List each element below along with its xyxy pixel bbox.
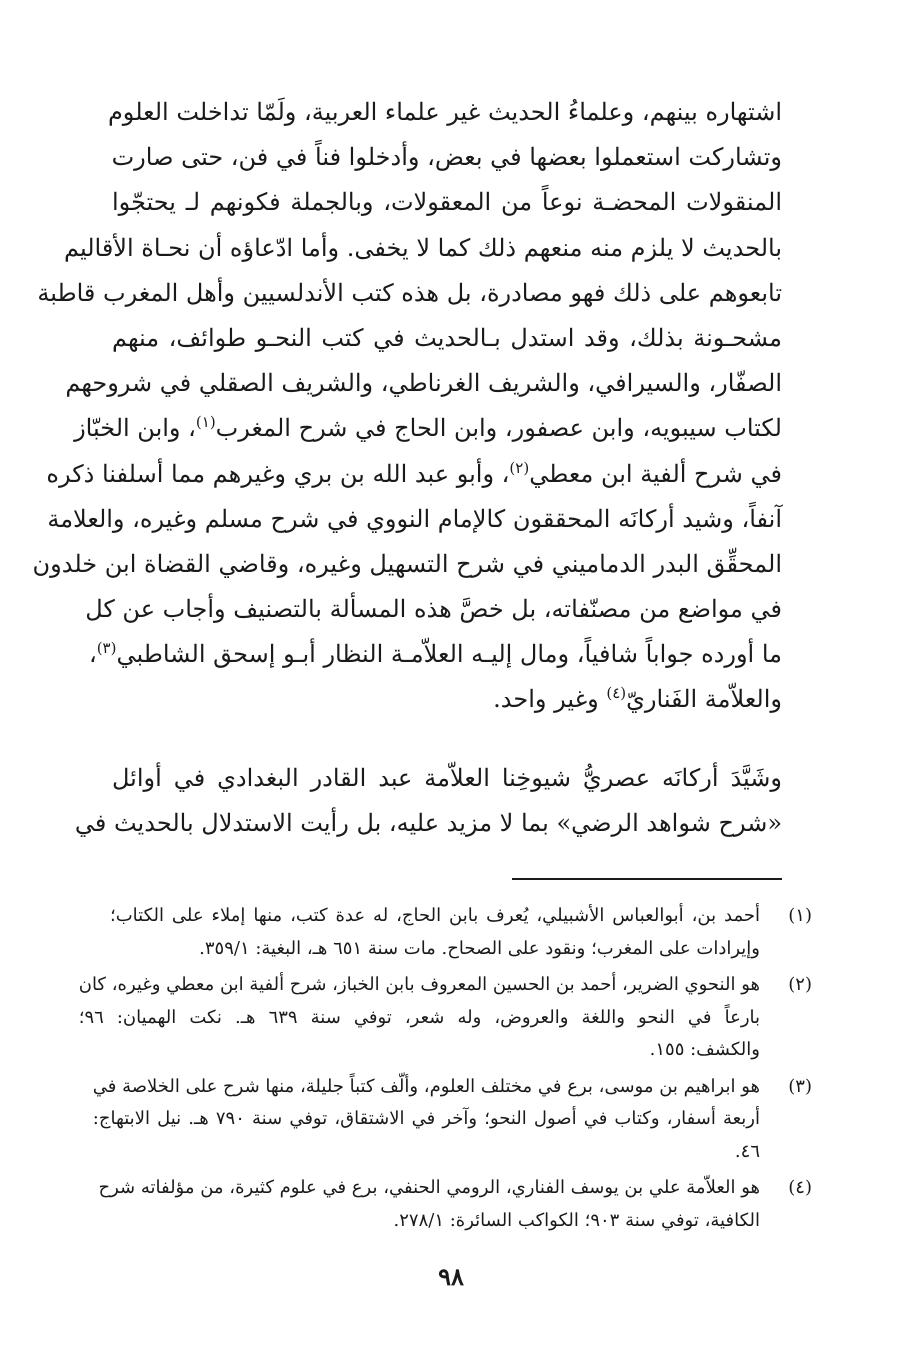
text-line: مشحـونة بذلك، وقد استدل بـالحديث في كتب النحـو طوائف، منهم [112,323,782,352]
footnote-separator [512,878,782,880]
footnote-body [110,900,760,965]
text-line: ما أورده جواباً شافياً، ومال إليـه العلاّمـة النظار أبـو إسحق الشاطبي$^{(٣)}$، [88,639,782,669]
text-line: اشتهاره بينهم، وعلماءُ الحديث غير علماء العربية، ولَمّا تداخلت العلوم [107,98,782,126]
text-line: «شرح شواهد الرضي» بما لا مزيد عليه، بل رأيت الاستدلال بالحديث في [74,809,782,838]
footnote-1 [110,900,812,965]
footnote-number: (١) [788,905,812,926]
main-paragraph-2 [74,756,782,846]
footnote-ref-3[interactable]: (٣) [96,639,117,658]
footnote-4 [98,1172,812,1237]
text-line: في مواضع من مصنّفاته، بل خصَّ هذه المسألة بالتصنيف وأجاب عن كل [85,595,782,624]
footnote-ref-2[interactable]: (٢) [509,458,530,477]
footnote-line: هو العلاّمة علي بن يوسف الفناري، الرومي الحنفي، برع في علوم كثيرة، من مؤلفاته شرح [98,1177,760,1198]
footnotes-section [78,900,812,1241]
text-line: وتشاركت استعملوا بعضها في بعض، وأدخلوا فناً في فن، حتى صارت [111,143,782,172]
text-line: لكتاب سيبويه، وابن عصفور، وابن الحاج في شرح المغرب$^{(١)}$، وابن الخبّاز [74,413,782,443]
footnote-number: (٤) [788,1177,812,1198]
footnote-ref-1[interactable]: (١) [195,413,216,432]
footnote-number: (٣) [788,1075,812,1097]
footnote-body [79,969,760,1067]
footnote-3 [92,1071,812,1169]
footnote-body [93,1071,760,1169]
footnote-ref-4[interactable]: (٤) [606,684,627,703]
footnote-line: بارعاً في النحو واللغة والعروض، وله شعر، توفي سنة ٦٣٩ هـ. نكت الهميان: ٩٦؛ [78,1006,760,1028]
text-line: المحقِّق البدر الدماميني في شرح التسهيل وغيره، وقاضي القضاة ابن خلدون [32,549,782,578]
text-line: تابعوهم على ذلك فهو مصادرة، بل هذه كتب الأندلسيين وأهل المغرب قاطبة [37,278,782,307]
text-line: وشَيَّدَ أركانَه عصريُّ شيوخِنا العلاّمة عبد القادر البغدادي في أوائل [112,764,782,792]
footnote-line: الكافية، توفي سنة ٩٠٣؛ الكواكب السائرة: ٢٧٨/١. [393,1209,760,1231]
text-line: المنقولات المحضـة نوعاً من المعقولات، وبالجملة فكونهم لـ يحتجّوا [112,188,782,217]
footnote-2 [78,969,812,1067]
footnote-line: هو النحوي الضرير، أحمد بن الحسين المعروف بابن الخباز، شرح ألفية ابن معطي وغيره، كان [78,974,760,995]
footnote-line: أربعة أسفار، وكتاب في أصول النحو؛ وآخر في الاشتقاق، توفي سنة ٧٩٠ هـ. نيل الابتهاج: [92,1108,760,1129]
text-line: والعلاّمة الفَناريّ$^{(٤)}$ وغير واحد. [493,684,782,714]
footnote-line: والكشف: ١٥٥. [649,1039,760,1060]
text-line: الصفّار، والسيرافي، والشريف الغرناطي، والشريف الصقلي في شروحهم [65,369,782,398]
page-number: ٩٨ [438,1262,464,1291]
main-paragraph-1 [32,90,782,723]
text-line: في شرح ألفية ابن معطي$^{(٢)}$، وأبو عبد الله بن بري وغيرهم مما أسلفنا ذكره [46,458,782,488]
footnote-line: ٤٦. [734,1140,760,1162]
footnote-number: (٢) [788,974,812,995]
text-line: بالحديث لا يلزم منه منعهم ذلك كما لا يخفى. وأما ادّعاؤه أن نحـاة الأقاليم [63,233,782,262]
footnote-line: أحمد بن، أبوالعباس الأشبيلي، يُعرف بابن الحاج، له عدة كتب، منها إملاء على الكتاب؛ [110,905,760,926]
footnote-body [98,1172,760,1237]
text-line: آنفاً، وشيد أركانَه المحققون كالإمام النووي في شرح مسلم وغيره، والعلامة [47,504,782,533]
footnote-line: هو ابراهيم بن موسى، برع في مختلف العلوم، وألّف كتباً جليلة، منها شرح على الخلاصة في [92,1075,760,1097]
footnote-line: وإيرادات على المغرب؛ ونقود على الصحاح. مات سنة ٦٥١ هـ، البغية: ٣٥٩/١. [199,937,760,959]
